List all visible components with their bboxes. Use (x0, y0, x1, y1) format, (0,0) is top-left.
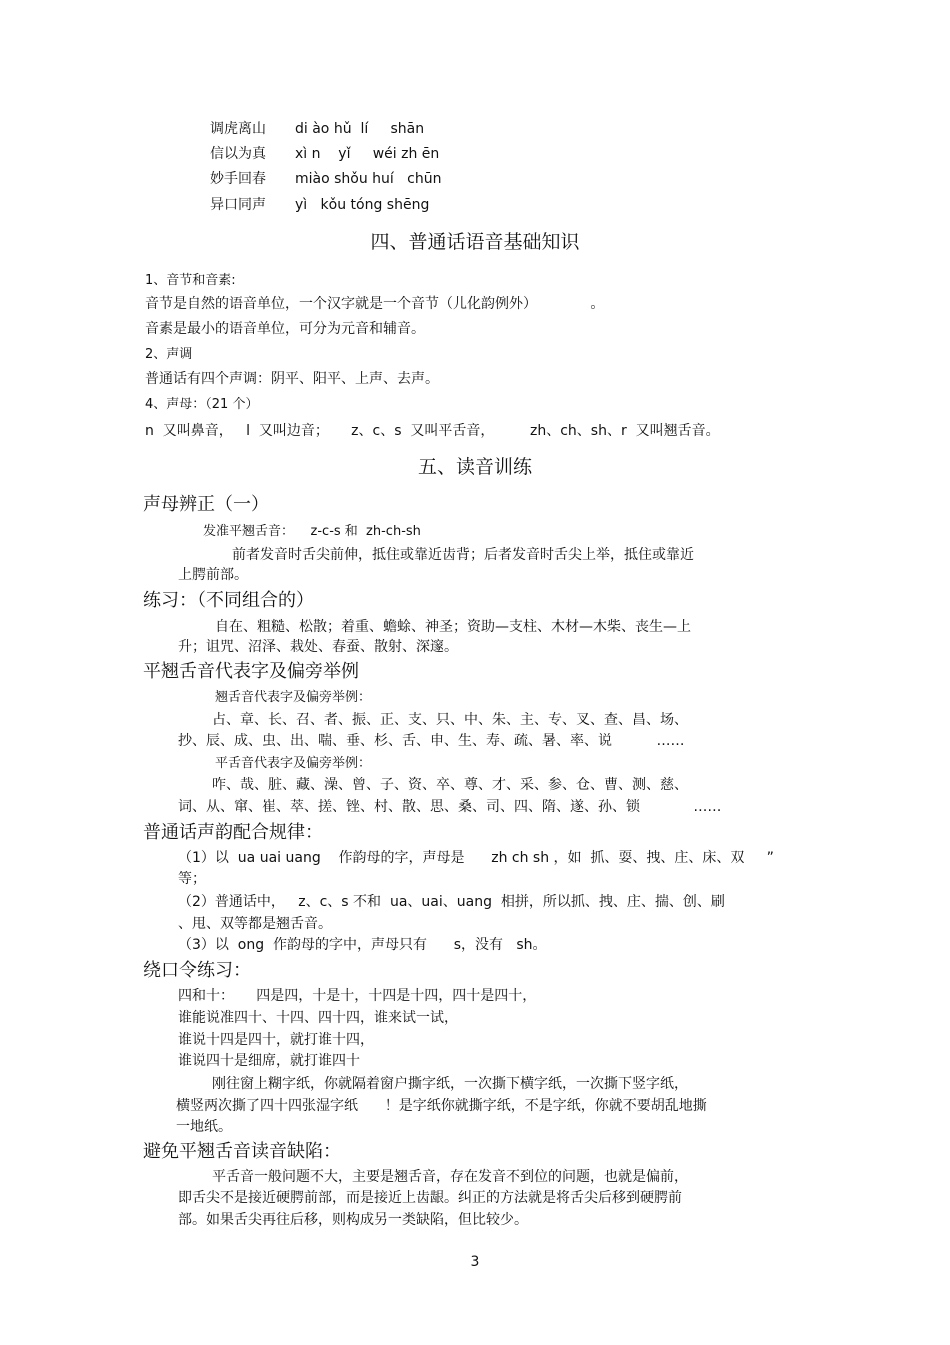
body-line: 占、章、长、召、者、振、正、支、只、中、朱、主、专、叉、查、昌、场、 (212, 712, 688, 728)
body-line: 1、音节和音素: (145, 273, 236, 288)
body-line: 咋、哉、脏、藏、澡、曾、子、资、卒、尊、才、采、参、仓、曹、测、慈、 (212, 777, 688, 793)
subheading-avoid-defects: 避免平翘舌音读音缺陷： (143, 1141, 341, 1162)
body-line: 音节是自然的语音单位，一个汉字就是一个音节（儿化韵例外） 。 (145, 296, 605, 312)
idiom-word: 妙手回春 (210, 171, 266, 187)
idiom-word: 调虎离山 (210, 121, 266, 137)
subheading-rules: 普通话声韵配合规律： (143, 822, 323, 843)
body-line: 横竖两次撕了四十四张湿字纸 ！是字纸你就撕字纸，不是字纸，你就不要胡乱地撕 (176, 1098, 707, 1114)
body-line: 、甩、双等都是翘舌音。 (178, 916, 332, 932)
body-line: 升；诅咒、沼泽、栽处、春蚕、散射、深邃。 (178, 639, 458, 655)
section-4-title: 四、普通话语音基础知识 (370, 231, 580, 253)
body-line: 等； (178, 871, 206, 887)
body-line: 翘舌音代表字及偏旁举例： (215, 690, 372, 705)
body-line: 谁说十四是四十，就打谁十四， (178, 1032, 374, 1048)
idiom-word: 异口同声 (210, 197, 266, 213)
body-line: 普通话有四个声调：阴平、阳平、上声、去声。 (145, 371, 439, 387)
page-number: 3 (470, 1254, 480, 1270)
body-line: 发准平翘舌音： z-c-s 和 zh-ch-sh (203, 524, 421, 539)
body-line: 平舌音代表字及偏旁举例： (215, 756, 372, 771)
subheading-practice: 练习：（不同组合的） (143, 590, 314, 611)
body-line: （3）以 ong 作韵母的字中，声母只有 s，没有 sh。 (178, 937, 547, 953)
body-line: 4、声母：（21 个） (145, 397, 259, 412)
body-line: 抄、辰、成、虫、出、喘、垂、杉、舌、申、生、寿、疏、暑、率、说 …… (178, 733, 685, 749)
idiom-pinyin: xì n yǐ wéi zh ēn (295, 146, 440, 162)
section-5-title: 五、读音训练 (417, 456, 532, 478)
idiom-word: 信以为真 (210, 146, 266, 162)
body-line: 平舌音一般问题不大，主要是翘舌音，存在发音不到位的问题，也就是偏前， (212, 1169, 688, 1185)
subheading-examples: 平翘舌音代表字及偏旁举例 (143, 661, 359, 682)
subheading-initials: 声母辨正（一） (143, 494, 269, 515)
idiom-pinyin: di ào hǔ lí shān (295, 121, 425, 137)
body-line: n 又叫鼻音， l 又叫边音； z、c、s 又叫平舌音， zh、ch、sh、r 又叫翘舌音。 (145, 423, 720, 439)
body-line: 谁说四十是细席，就打谁四十 (178, 1053, 360, 1069)
body-line: 前者发音时舌尖前伸，抵住或靠近齿背；后者发音时舌尖上举，抵住或靠近 (232, 547, 694, 563)
body-line: 自在、粗糙、松散；着重、蟾蜍、神圣；资助—支柱、木材—木柴、丧生—上 (215, 619, 691, 635)
body-line: 音素是最小的语音单位，可分为元音和辅音。 (145, 321, 425, 337)
body-line: 上腭前部。 (178, 567, 248, 583)
body-line: （1）以 ua uai uang 作韵母的字，声母是 zh ch sh ，如 抓、耍、拽、庄、床、双 ” (178, 850, 774, 866)
body-line: （2）普通话中， z、c、s 不和 ua、uai、uang 相拼，所以抓、拽、庄、揣、创、刷 (178, 894, 725, 910)
body-line: 2、声调 (145, 347, 193, 362)
idiom-pinyin: yì kǒu tóng shēng (295, 197, 430, 213)
body-line: 部。如果舌尖再往后移，则构成另一类缺陷，但比较少。 (178, 1212, 528, 1228)
body-line: 刚往窗上糊字纸，你就隔着窗户撕字纸，一次撕下横字纸，一次撕下竖字纸， (212, 1076, 688, 1092)
body-line: 词、从、窜、崔、萃、搓、锉、村、散、思、桑、司、四、隋、遂、孙、锁 …… (178, 799, 722, 815)
subheading-tongue-twister: 绕口令练习： (143, 960, 251, 981)
body-line: 即舌尖不是接近硬腭前部，而是接近上齿龈。纠正的方法就是将舌尖后移到硬腭前 (178, 1190, 682, 1206)
body-line: 谁能说准四十、十四、四十四，谁来试一试， (178, 1010, 458, 1026)
idiom-pinyin: miào shǒu huí chūn (295, 171, 442, 187)
body-line: 四和十： 四是四，十是十，十四是十四，四十是四十， (178, 988, 537, 1004)
body-line: 一地纸。 (176, 1119, 232, 1135)
